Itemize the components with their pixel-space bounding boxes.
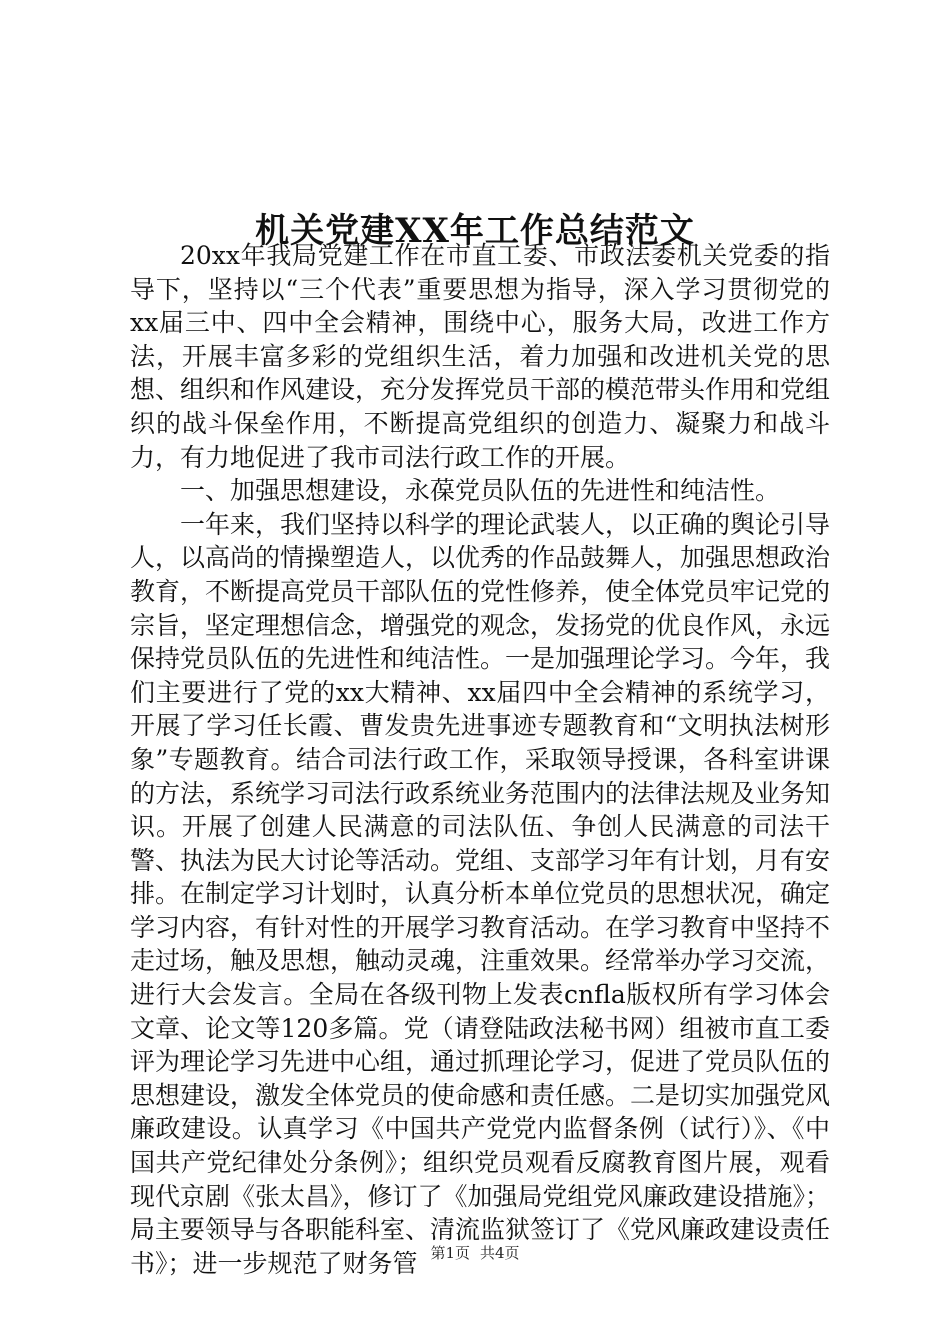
page-footer	[0, 1243, 950, 1263]
page-total: 共4页	[480, 1244, 520, 1262]
section-heading: 一、加强思想建设，永葆党员队伍的先进性和纯洁性。	[180, 476, 781, 506]
intro-paragraph: 20xx年我局党建工作在市直工委、市政法委机关党委的指导下，坚持以“三个代表”重要思想为指导，深入学习贯彻党的xx届三中、四中全会精神，围绕中心，服务大局，改进工作方法，开展丰富多彩的党组织生活，着力加强和改进机关党的思想、组织和作风建设，充分发挥党员干部的模范带头作用和党组织的战斗保垒作用，不断提高党组织的创造力、凝聚力和战斗力，有力地促进了我市司法行政工作的开展。	[130, 241, 831, 472]
document-title: 机关党建XX年工作总结范文	[255, 210, 695, 251]
page-number: 第1页	[430, 1244, 470, 1262]
body-paragraph: 一年来，我们坚持以科学的理论武装人，以正确的舆论引导人，以高尚的情操塑造人，以优秀的作品鼓舞人，加强思想政治教育，不断提高党员干部队伍的党性修养，使全体党员牢记党的宗旨，坚定理想信念，增强党的观念，发扬党的优良作风，永远保持党员队伍的先进性和纯洁性。一是加强理论学习。今年，我们主要进行了党的xx大精神、xx届四中全会精神的系统学习，开展了学习任长霞、曹发贵先进事迹专题教育和“文明执法树形象”专题教育。结合司法行政工作，采取领导授课，各科室讲课的方法，系统学习司法行政系统业务范围内的法律法规及业务知识。开展了创建人民满意的司法队伍、争创人民满意的司法干警、执法为民大讨论等活动。党组、支部学习年有计划，月有安排。在制定学习计划时，认真分析本单位党员的思想状况，确定学习内容，有针对性的开展学习教育活动。在学习教育中坚持不走过场，触及思想，触动灵魂，注重效果。经常举办学习交流，进行大会发言。全局在各级刊物上发表cnfla版权所有学习体会文章、论文等120多篇。党（请登陆政法秘书网）组被市直工委评为理论学习先进中心组，通过抓理论学习，促进了党员队伍的思想建设，激发全体党员的使命感和责任感。二是切实加强党风廉政建设。认真学习《中国共产党党内监督条例（试行）》、《中国共产党纪律处分条例》；组织党员观看反腐教育图片展，观看现代京剧《张太昌》，修订了《加强局党组党风廉政建设措施》；局主要领导与各职能科室、清流监狱签订了《党风廉政建设责任书》；进一步规范了财务管	[130, 509, 831, 1278]
document-body	[130, 239, 830, 1280]
